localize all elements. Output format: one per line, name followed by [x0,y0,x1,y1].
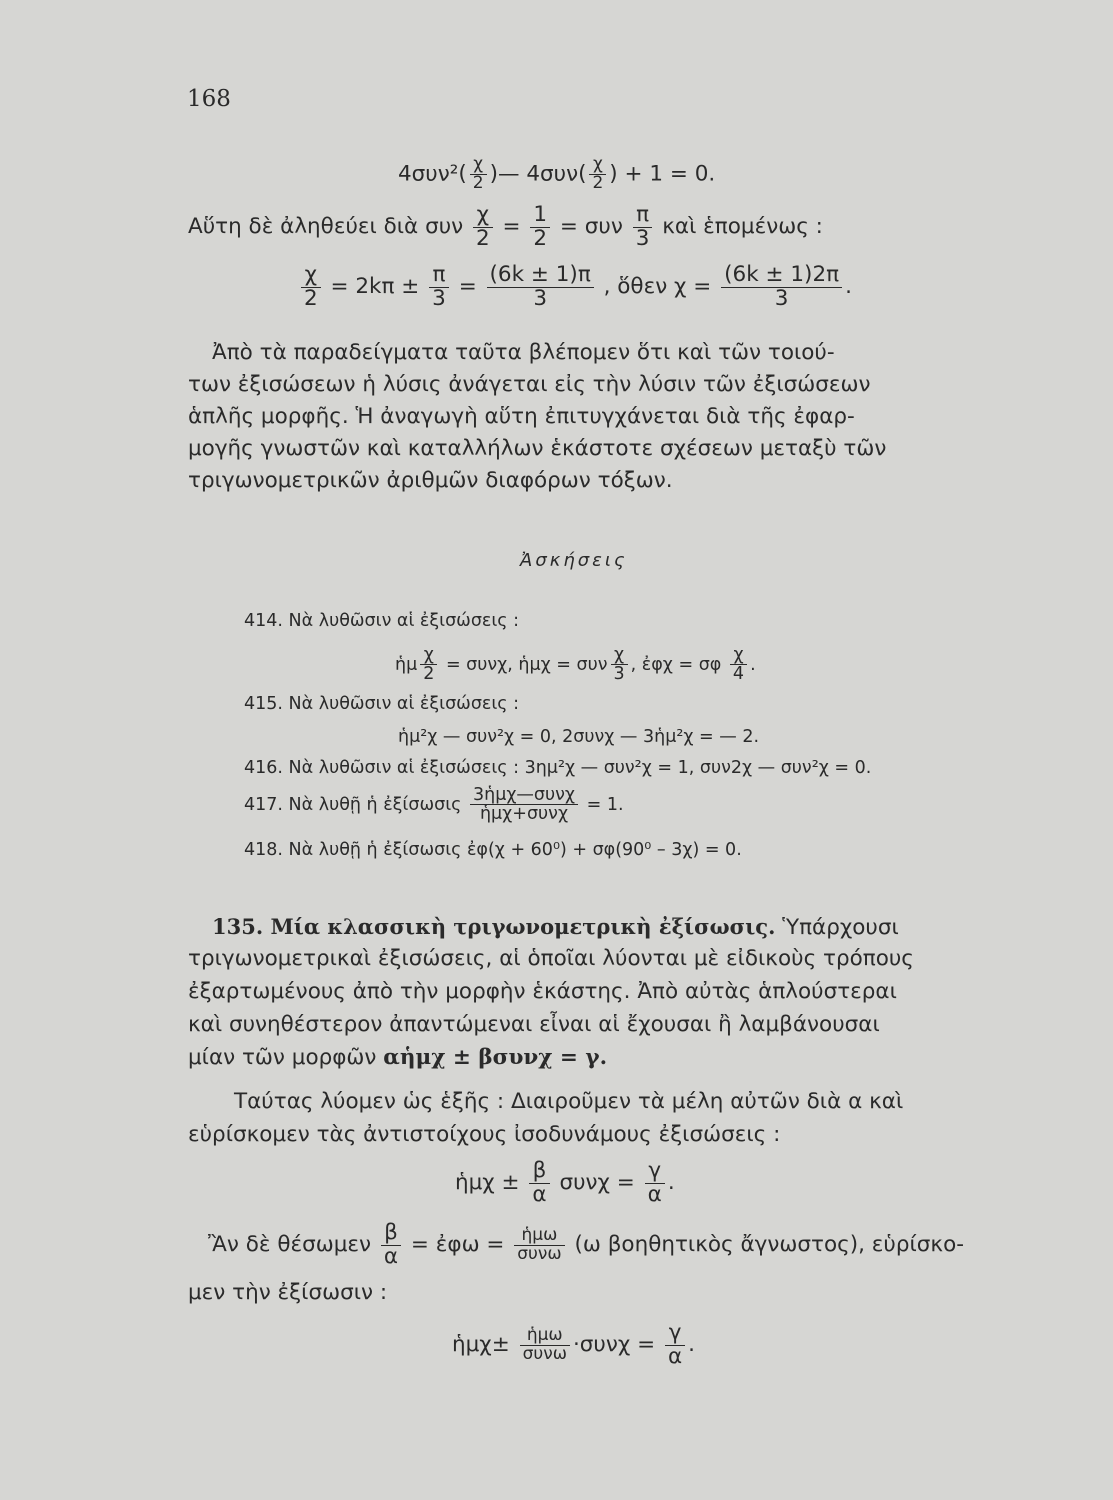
exercises-title: Ἀσκήσεις [520,550,628,571]
page-number: 168 [187,86,231,112]
exercise-415-equations: ἡμ²χ — συν²χ = 0, 2συνχ — 3ἡμ²χ = — 2. [398,727,760,747]
section-135-line-2: τριγωνομετρικαὶ ἐξισώσεις, αἱ ὁποῖαι λύονται μὲ εἰδικοὺς τρόπους [188,946,914,971]
paragraph-1-line-1: Ἀπὸ τὰ παραδείγματα ταῦτα βλέπομεν ὅτι καὶ τῶν τοιού- [212,340,835,365]
paragraph-1-line-4: μογῆς γνωστῶν καὶ καταλλήλων ἑκάστοτε σχέσεων μεταξὺ τῶν [188,436,887,461]
paragraph-3-line-2: εὑρίσκομεν τὰς ἀντιστοίχους ἰσοδυνάμους ἐξισώσεις : [188,1122,781,1147]
equation-2: Αὕτη δὲ ἀληθεύει διὰ συν $\frac{\chi}{2}$ = $\frac{1}{2}$ = συν $\frac{\pi}{3}$ καὶ ἑπομένως : [188,202,823,251]
general-form-equation: αἡμχ ± βσυνχ = γ. [383,1045,608,1070]
exercise-414-equations: ἡμ $\frac{\chi}{2}$ = συνχ, ἡμχ = συν $\frac{\chi}{3}$ , ἐφχ = σφ $\frac{\chi}{4}$ . [395,645,756,685]
section-135-line-1: 135. Μία κλασσικὴ τριγωνομετρικὴ ἐξίσωσις. Ὑπάρχουσι [212,914,899,940]
equation-1: 4συν²( $\frac{\chi}{2}$ )— 4συν( $\frac{\chi}{2}$ ) + 1 = 0. [398,154,716,193]
equation-6: ἡμχ± $\frac{\text{ἡμω}}{\text{συνω}}$ ·συνχ = $\frac{\gamma}{\alpha}$ . [452,1320,695,1369]
paragraph-1-line-2: των ἐξισώσεων ἡ λύσις ἀνάγεται εἰς τὴν λύσιν τῶν ἐξισώσεων [188,372,871,397]
exercise-414-label: 414. Νὰ λυθῶσιν αἱ ἐξισώσεις : [244,611,520,631]
paragraph-1-line-5: τριγωνομετρικῶν ἀριθμῶν διαφόρων τόξων. [188,468,673,493]
section-heading: 135. Μία κλασσικὴ τριγωνομετρικὴ ἐξίσωσις. [212,914,776,939]
paragraph-1-line-3: ἁπλῆς μορφῆς. Ἡ ἀναγωγὴ αὕτη ἐπιτυγχάνεται διὰ τῆς ἐφαρ- [188,404,855,429]
exercise-417: 417. Νὰ λυθῇ ἡ ἐξίσωσις $\frac{\text{3ἡμχ—συνχ}}{\text{ἡμχ+συνχ}}$ = 1. [244,785,624,825]
equation-4: ἡμχ ± $\frac{\beta}{\alpha}$ συνχ = $\frac{\gamma}{\alpha}$ . [455,1158,675,1207]
equation-5: Ἂν δὲ θέσωμεν $\frac{\beta}{\alpha}$ = ἐφω = $\frac{\text{ἡμω}}{\text{συνω}}$ (ω βοηθητικὸς ἄγνωστος), εὑρίσκο- [208,1220,964,1269]
equation-3: $\frac{\chi}{2}$ = 2kπ ± $\frac{\pi}{3}$ = $\frac{(6k \pm 1)\pi}{3}$ , ὅθεν χ = $\frac{(6k \pm 1)2\pi}{3}$ . [298,264,852,310]
paragraph-3-line-1: Ταύτας λύομεν ὡς ἑξῆς : Διαιροῦμεν τὰ μέλη αὐτῶν διὰ α καὶ [234,1089,904,1114]
exercise-416: 416. Νὰ λυθῶσιν αἱ ἐξισώσεις : 3ημ²χ — συν²χ = 1, συν2χ — συν²χ = 0. [244,758,872,778]
paragraph-4: μεν τὴν ἐξίσωσιν : [188,1280,388,1305]
exercise-415-label: 415. Νὰ λυθῶσιν αἱ ἐξισώσεις : [244,694,520,714]
exercise-418: 418. Νὰ λυθῇ ἡ ἐξίσωσις ἐφ(χ + 60⁰) + σφ(90⁰ – 3χ) = 0. [244,840,742,860]
section-135-line-4: καὶ συνηθέστερον ἀπαντώμεναι εἶναι αἱ ἔχουσαι ἢ λαμβάνουσαι [188,1012,880,1037]
section-135-line-5: μίαν τῶν μορφῶν αἡμχ ± βσυνχ = γ. [188,1045,608,1070]
section-135-line-3: ἐξαρτωμένους ἀπὸ τὴν μορφὴν ἑκάστης. Ἀπὸ αὐτὰς ἁπλούστεραι [188,979,897,1004]
